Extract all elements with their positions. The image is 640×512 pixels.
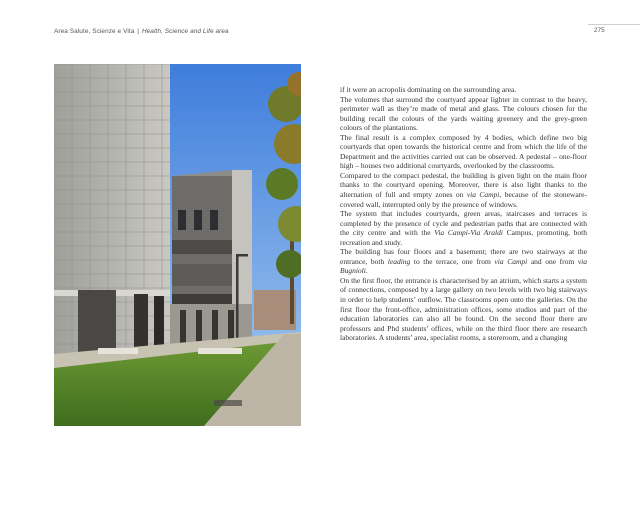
text-run: Compared to the compact pedestal, the building is given light on the main floor thanks to the courtyard opening. Moreover, there is also light thanks to the alternation of full and empty zones on: [340, 170, 587, 200]
bench: [198, 348, 242, 354]
italic-run: via Campi: [466, 190, 500, 200]
italic-run: Via Campi-Via Araldi: [434, 228, 503, 238]
running-header: [54, 28, 229, 35]
header-title-english: Health, Science and Life area: [141, 28, 229, 35]
paragraph: On the first floor, the entrance is characterised by an atrium, which starts a system of connections, composed by a large gallery on two levels with two big stairways in order to help students’ outflow. The classrooms open onto the galleries. On the first floor the front-office, administration offices, some studios and part of the education laboratories can also all be found. On the second floor there are professors and Phd students’ offices, while on the third floor there are research laboratories. A students’ area, specialist rooms, a storeroom, and a changing: [340, 275, 587, 343]
lamp-post: [236, 254, 239, 342]
text-run: to the terrace, one from: [410, 256, 495, 266]
text-run: Campus, promoting, both recreation and study.: [340, 228, 588, 247]
italic-run: leading: [387, 256, 411, 266]
building-illustration: [54, 64, 301, 426]
building-photograph: [54, 64, 301, 426]
paragraph: The volumes that surround the courtyard appear lighter in contrast to the heavy, perimeter wall as they’re made of metal and glass. The colours chosen for the building recall the colours of the yards waiting greenery and the grey-green colours of the plantations.: [340, 94, 587, 133]
page-number: 275: [588, 24, 640, 34]
text-run: and one from: [527, 256, 578, 266]
paragraph: [340, 247, 587, 276]
text-run: , because of the stoneware-covered wall, interrupted only by the presence of windows.: [340, 190, 587, 209]
text-run: The system that includes courtyards, green areas, staircases and terraces is completed by the presence of cycle and pedestrian paths that are connected with the city centre and with the: [340, 209, 587, 238]
italic-run: via Bugnioli: [340, 256, 587, 276]
header-separator: |: [137, 28, 140, 35]
header-title-italian: Area Salute, Scienze e Vita: [54, 28, 135, 35]
paragraph: [340, 209, 587, 247]
italic-run: via Campi: [494, 256, 528, 266]
text-run: The building has four floors and a basement; there are two stairways at the entrance, both: [340, 247, 587, 266]
bench: [98, 348, 138, 354]
paragraph: if it were an acropolis dominating on the surrounding area.: [340, 85, 517, 94]
body-text: [340, 85, 587, 343]
paragraph: The final result is a complex composed by 4 bodies, which define two big courtyards that open towards the historical centre and from which the life of the Department and the activities carried out can be observed. A pedestal – one-floor high – houses two additional courtyards, overlooked by the classrooms.: [340, 132, 587, 171]
text-run: .: [365, 266, 368, 276]
paragraph: [340, 171, 587, 209]
